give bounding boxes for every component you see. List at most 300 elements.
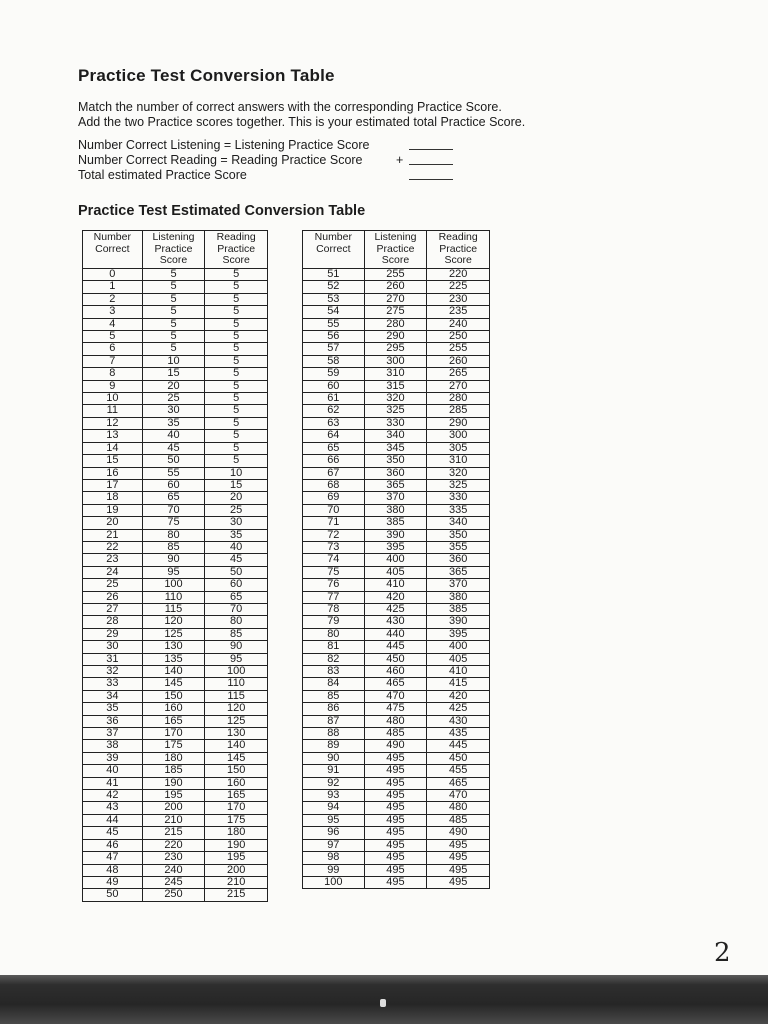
cell-number-correct: 54 xyxy=(303,306,365,318)
header-reading-score: Reading Practice Score xyxy=(427,231,490,269)
cell-number-correct: 97 xyxy=(303,839,365,851)
cell-number-correct: 99 xyxy=(303,864,365,876)
cell-number-correct: 51 xyxy=(303,269,365,281)
cell-number-correct: 13 xyxy=(83,430,143,442)
total-blank xyxy=(409,179,453,180)
table-row xyxy=(83,566,268,578)
cell-reading-score: 80 xyxy=(205,616,268,628)
page-title: Practice Test Conversion Table xyxy=(78,66,335,85)
cell-listening-score: 460 xyxy=(364,666,427,678)
cell-reading-score: 190 xyxy=(205,839,268,851)
cell-reading-score: 5 xyxy=(205,380,268,392)
cell-number-correct: 64 xyxy=(303,430,365,442)
cell-reading-score: 250 xyxy=(427,331,490,343)
cell-listening-score: 450 xyxy=(364,653,427,665)
cell-reading-score: 265 xyxy=(427,368,490,380)
plus-sign: + xyxy=(396,153,404,167)
table-row xyxy=(303,529,490,541)
cell-reading-score: 495 xyxy=(427,839,490,851)
cell-reading-score: 240 xyxy=(427,318,490,330)
cell-listening-score: 495 xyxy=(364,864,427,876)
cell-reading-score: 485 xyxy=(427,814,490,826)
cell-reading-score: 285 xyxy=(427,405,490,417)
table-row xyxy=(83,504,268,516)
cell-listening-score: 495 xyxy=(364,827,427,839)
cell-listening-score: 5 xyxy=(142,281,205,293)
cell-number-correct: 89 xyxy=(303,740,365,752)
cell-listening-score: 25 xyxy=(142,393,205,405)
cell-reading-score: 50 xyxy=(205,566,268,578)
table-row xyxy=(303,430,490,442)
cell-reading-score: 465 xyxy=(427,777,490,789)
cell-listening-score: 290 xyxy=(364,331,427,343)
cell-number-correct: 46 xyxy=(83,839,143,851)
cell-reading-score: 5 xyxy=(205,442,268,454)
cell-reading-score: 310 xyxy=(427,455,490,467)
cell-listening-score: 410 xyxy=(364,579,427,591)
cell-reading-score: 10 xyxy=(205,467,268,479)
cell-reading-score: 5 xyxy=(205,417,268,429)
header-reading-score: Reading Practice Score xyxy=(205,231,268,269)
table-row xyxy=(303,591,490,603)
cell-reading-score: 110 xyxy=(205,678,268,690)
cell-listening-score: 490 xyxy=(364,740,427,752)
table-row xyxy=(303,380,490,392)
cell-number-correct: 77 xyxy=(303,591,365,603)
cell-number-correct: 63 xyxy=(303,417,365,429)
table-row xyxy=(83,603,268,615)
cell-number-correct: 61 xyxy=(303,393,365,405)
table-row xyxy=(303,331,490,343)
cell-reading-score: 180 xyxy=(205,827,268,839)
instructions xyxy=(78,100,525,130)
cell-number-correct: 25 xyxy=(83,579,143,591)
table-row xyxy=(83,318,268,330)
table-row xyxy=(303,703,490,715)
table-row xyxy=(303,765,490,777)
cell-number-correct: 27 xyxy=(83,603,143,615)
cell-reading-score: 300 xyxy=(427,430,490,442)
cell-reading-score: 5 xyxy=(205,368,268,380)
table-row xyxy=(303,777,490,789)
cell-number-correct: 96 xyxy=(303,827,365,839)
table-row xyxy=(83,802,268,814)
cell-reading-score: 305 xyxy=(427,442,490,454)
table-row xyxy=(83,752,268,764)
formula-listening-text: Number Correct Listening = Listening Practice Score xyxy=(78,138,370,152)
cell-number-correct: 73 xyxy=(303,541,365,553)
cell-number-correct: 87 xyxy=(303,715,365,727)
table-title: Practice Test Estimated Conversion Table xyxy=(78,203,366,219)
cell-number-correct: 19 xyxy=(83,504,143,516)
cell-reading-score: 5 xyxy=(205,281,268,293)
cell-number-correct: 75 xyxy=(303,566,365,578)
table-row xyxy=(303,715,490,727)
table-row xyxy=(303,839,490,851)
cell-reading-score: 140 xyxy=(205,740,268,752)
cell-reading-score: 115 xyxy=(205,690,268,702)
table-row xyxy=(83,703,268,715)
cell-listening-score: 230 xyxy=(142,852,205,864)
cell-number-correct: 60 xyxy=(303,380,365,392)
table-row xyxy=(83,293,268,305)
cell-listening-score: 430 xyxy=(364,616,427,628)
cell-number-correct: 11 xyxy=(83,405,143,417)
cell-reading-score: 170 xyxy=(205,802,268,814)
table-row xyxy=(303,790,490,802)
cell-listening-score: 150 xyxy=(142,690,205,702)
cell-number-correct: 55 xyxy=(303,318,365,330)
cell-listening-score: 325 xyxy=(364,405,427,417)
cell-number-correct: 74 xyxy=(303,554,365,566)
cell-listening-score: 40 xyxy=(142,430,205,442)
table-row xyxy=(303,566,490,578)
cell-number-correct: 0 xyxy=(83,269,143,281)
cell-reading-score: 360 xyxy=(427,554,490,566)
cell-listening-score: 360 xyxy=(364,467,427,479)
table-row xyxy=(83,405,268,417)
cell-listening-score: 390 xyxy=(364,529,427,541)
cell-listening-score: 255 xyxy=(364,269,427,281)
cell-reading-score: 255 xyxy=(427,343,490,355)
cell-number-correct: 29 xyxy=(83,628,143,640)
cell-number-correct: 32 xyxy=(83,666,143,678)
cell-reading-score: 25 xyxy=(205,504,268,516)
cell-reading-score: 130 xyxy=(205,728,268,740)
cell-number-correct: 68 xyxy=(303,479,365,491)
cell-listening-score: 370 xyxy=(364,492,427,504)
cell-number-correct: 17 xyxy=(83,479,143,491)
cell-number-correct: 70 xyxy=(303,504,365,516)
cell-reading-score: 385 xyxy=(427,603,490,615)
cell-reading-score: 30 xyxy=(205,517,268,529)
cell-listening-score: 300 xyxy=(364,355,427,367)
cell-number-correct: 9 xyxy=(83,380,143,392)
cell-number-correct: 42 xyxy=(83,790,143,802)
cell-reading-score: 5 xyxy=(205,318,268,330)
cell-number-correct: 37 xyxy=(83,728,143,740)
cell-number-correct: 45 xyxy=(83,827,143,839)
table-row xyxy=(83,839,268,851)
cell-reading-score: 35 xyxy=(205,529,268,541)
table-row xyxy=(303,802,490,814)
cell-reading-score: 160 xyxy=(205,777,268,789)
table-row xyxy=(83,517,268,529)
cell-number-correct: 56 xyxy=(303,331,365,343)
cell-listening-score: 85 xyxy=(142,541,205,553)
table-row xyxy=(83,442,268,454)
cell-reading-score: 175 xyxy=(205,814,268,826)
table-row xyxy=(83,579,268,591)
table-row xyxy=(83,479,268,491)
cell-number-correct: 22 xyxy=(83,541,143,553)
cell-reading-score: 220 xyxy=(427,269,490,281)
cell-number-correct: 35 xyxy=(83,703,143,715)
cell-reading-score: 165 xyxy=(205,790,268,802)
cell-listening-score: 495 xyxy=(364,852,427,864)
cell-listening-score: 125 xyxy=(142,628,205,640)
table-row xyxy=(303,814,490,826)
cell-listening-score: 485 xyxy=(364,728,427,740)
table-row xyxy=(303,281,490,293)
cell-listening-score: 195 xyxy=(142,790,205,802)
cell-listening-score: 220 xyxy=(142,839,205,851)
table-row xyxy=(83,765,268,777)
cell-listening-score: 50 xyxy=(142,455,205,467)
cell-reading-score: 290 xyxy=(427,417,490,429)
table-row xyxy=(83,814,268,826)
cell-number-correct: 43 xyxy=(83,802,143,814)
cell-listening-score: 330 xyxy=(364,417,427,429)
table-row xyxy=(83,889,268,901)
table-row xyxy=(83,628,268,640)
cell-listening-score: 495 xyxy=(364,802,427,814)
table-row xyxy=(303,740,490,752)
cell-listening-score: 200 xyxy=(142,802,205,814)
listening-blank xyxy=(409,149,453,150)
formula-row-listening xyxy=(78,138,458,153)
table-row xyxy=(83,455,268,467)
cell-listening-score: 70 xyxy=(142,504,205,516)
table-row xyxy=(83,269,268,281)
cell-listening-score: 245 xyxy=(142,876,205,888)
cell-number-correct: 28 xyxy=(83,616,143,628)
cell-listening-score: 345 xyxy=(364,442,427,454)
conversion-table-left xyxy=(82,230,268,902)
cell-listening-score: 160 xyxy=(142,703,205,715)
table-row xyxy=(83,666,268,678)
cell-listening-score: 210 xyxy=(142,814,205,826)
table-row xyxy=(83,541,268,553)
table-row xyxy=(303,579,490,591)
cell-number-correct: 92 xyxy=(303,777,365,789)
cell-number-correct: 80 xyxy=(303,628,365,640)
cell-number-correct: 4 xyxy=(83,318,143,330)
cell-number-correct: 34 xyxy=(83,690,143,702)
cell-reading-score: 5 xyxy=(205,405,268,417)
table-header-row xyxy=(83,231,268,269)
cell-number-correct: 90 xyxy=(303,752,365,764)
cell-number-correct: 5 xyxy=(83,331,143,343)
cell-reading-score: 430 xyxy=(427,715,490,727)
table-row xyxy=(303,653,490,665)
cell-number-correct: 36 xyxy=(83,715,143,727)
cell-listening-score: 115 xyxy=(142,603,205,615)
cell-listening-score: 180 xyxy=(142,752,205,764)
table-row xyxy=(303,827,490,839)
cell-reading-score: 5 xyxy=(205,269,268,281)
cell-reading-score: 230 xyxy=(427,293,490,305)
table-row xyxy=(83,864,268,876)
table-row xyxy=(83,393,268,405)
cell-number-correct: 91 xyxy=(303,765,365,777)
table-row xyxy=(83,281,268,293)
cell-listening-score: 120 xyxy=(142,616,205,628)
table-row xyxy=(303,603,490,615)
cell-reading-score: 5 xyxy=(205,355,268,367)
table-row xyxy=(83,740,268,752)
table-row xyxy=(303,678,490,690)
cell-number-correct: 38 xyxy=(83,740,143,752)
cell-listening-score: 165 xyxy=(142,715,205,727)
cell-number-correct: 7 xyxy=(83,355,143,367)
instruction-line: Add the two Practice scores together. This is your estimated total Practice Score. xyxy=(78,115,526,129)
cell-reading-score: 370 xyxy=(427,579,490,591)
cell-number-correct: 44 xyxy=(83,814,143,826)
table-row xyxy=(303,368,490,380)
cell-number-correct: 78 xyxy=(303,603,365,615)
table-row xyxy=(83,715,268,727)
cell-number-correct: 39 xyxy=(83,752,143,764)
cell-listening-score: 5 xyxy=(142,343,205,355)
cell-reading-score: 340 xyxy=(427,517,490,529)
cell-reading-score: 15 xyxy=(205,479,268,491)
cell-number-correct: 33 xyxy=(83,678,143,690)
cell-reading-score: 435 xyxy=(427,728,490,740)
formula-row-reading xyxy=(78,153,458,168)
cell-reading-score: 120 xyxy=(205,703,268,715)
cell-reading-score: 405 xyxy=(427,653,490,665)
cell-listening-score: 20 xyxy=(142,380,205,392)
table-row xyxy=(83,380,268,392)
cell-listening-score: 5 xyxy=(142,293,205,305)
table-row xyxy=(303,517,490,529)
cell-reading-score: 495 xyxy=(427,864,490,876)
table-row xyxy=(303,455,490,467)
cell-listening-score: 495 xyxy=(364,777,427,789)
header-listening-score: Listening Practice Score xyxy=(142,231,205,269)
cell-listening-score: 110 xyxy=(142,591,205,603)
table-row xyxy=(303,269,490,281)
cell-listening-score: 420 xyxy=(364,591,427,603)
cell-listening-score: 250 xyxy=(142,889,205,901)
cell-listening-score: 10 xyxy=(142,355,205,367)
cell-number-correct: 10 xyxy=(83,393,143,405)
cell-number-correct: 94 xyxy=(303,802,365,814)
cell-listening-score: 495 xyxy=(364,790,427,802)
cell-reading-score: 445 xyxy=(427,740,490,752)
cell-number-correct: 12 xyxy=(83,417,143,429)
cell-number-correct: 82 xyxy=(303,653,365,665)
cell-number-correct: 1 xyxy=(83,281,143,293)
cell-reading-score: 225 xyxy=(427,281,490,293)
cell-reading-score: 395 xyxy=(427,628,490,640)
cell-reading-score: 60 xyxy=(205,579,268,591)
cell-number-correct: 76 xyxy=(303,579,365,591)
table-row xyxy=(303,393,490,405)
cell-number-correct: 14 xyxy=(83,442,143,454)
table-row xyxy=(83,728,268,740)
table-row xyxy=(83,529,268,541)
table-row xyxy=(83,554,268,566)
cell-listening-score: 340 xyxy=(364,430,427,442)
formula-row-total xyxy=(78,168,458,183)
cell-reading-score: 195 xyxy=(205,852,268,864)
cell-reading-score: 325 xyxy=(427,479,490,491)
cell-listening-score: 425 xyxy=(364,603,427,615)
cell-reading-score: 125 xyxy=(205,715,268,727)
cell-listening-score: 5 xyxy=(142,306,205,318)
header-number-correct: Number Correct xyxy=(83,231,143,269)
scan-speck xyxy=(380,999,386,1007)
cell-reading-score: 390 xyxy=(427,616,490,628)
cell-number-correct: 47 xyxy=(83,852,143,864)
cell-number-correct: 3 xyxy=(83,306,143,318)
cell-listening-score: 240 xyxy=(142,864,205,876)
cell-number-correct: 58 xyxy=(303,355,365,367)
cell-number-correct: 21 xyxy=(83,529,143,541)
table-row xyxy=(83,616,268,628)
cell-listening-score: 270 xyxy=(364,293,427,305)
table-row xyxy=(83,430,268,442)
cell-reading-score: 320 xyxy=(427,467,490,479)
cell-number-correct: 2 xyxy=(83,293,143,305)
cell-number-correct: 8 xyxy=(83,368,143,380)
cell-number-correct: 49 xyxy=(83,876,143,888)
table-row xyxy=(83,790,268,802)
cell-listening-score: 95 xyxy=(142,566,205,578)
formula-total-text: Total estimated Practice Score xyxy=(78,168,247,182)
table-row xyxy=(303,728,490,740)
cell-number-correct: 88 xyxy=(303,728,365,740)
cell-reading-score: 330 xyxy=(427,492,490,504)
cell-reading-score: 5 xyxy=(205,343,268,355)
cell-listening-score: 190 xyxy=(142,777,205,789)
table-row xyxy=(83,827,268,839)
cell-listening-score: 60 xyxy=(142,479,205,491)
table-row xyxy=(83,417,268,429)
cell-number-correct: 85 xyxy=(303,690,365,702)
header-listening-score: Listening Practice Score xyxy=(364,231,427,269)
cell-reading-score: 495 xyxy=(427,876,490,888)
table-row xyxy=(303,641,490,653)
table-row xyxy=(303,504,490,516)
cell-listening-score: 185 xyxy=(142,765,205,777)
cell-number-correct: 24 xyxy=(83,566,143,578)
cell-reading-score: 350 xyxy=(427,529,490,541)
cell-reading-score: 5 xyxy=(205,430,268,442)
cell-number-correct: 52 xyxy=(303,281,365,293)
cell-reading-score: 365 xyxy=(427,566,490,578)
cell-number-correct: 86 xyxy=(303,703,365,715)
table-header-row xyxy=(303,231,490,269)
cell-listening-score: 5 xyxy=(142,269,205,281)
cell-reading-score: 355 xyxy=(427,541,490,553)
cell-number-correct: 59 xyxy=(303,368,365,380)
table-row xyxy=(83,306,268,318)
cell-number-correct: 16 xyxy=(83,467,143,479)
cell-listening-score: 495 xyxy=(364,752,427,764)
cell-listening-score: 15 xyxy=(142,368,205,380)
cell-reading-score: 425 xyxy=(427,703,490,715)
cell-number-correct: 26 xyxy=(83,591,143,603)
cell-listening-score: 385 xyxy=(364,517,427,529)
table-row xyxy=(83,492,268,504)
cell-reading-score: 495 xyxy=(427,852,490,864)
table-row xyxy=(303,541,490,553)
cell-reading-score: 40 xyxy=(205,541,268,553)
table-row xyxy=(303,405,490,417)
cell-number-correct: 53 xyxy=(303,293,365,305)
cell-listening-score: 80 xyxy=(142,529,205,541)
table-row xyxy=(83,653,268,665)
cell-listening-score: 55 xyxy=(142,467,205,479)
cell-reading-score: 5 xyxy=(205,455,268,467)
cell-listening-score: 75 xyxy=(142,517,205,529)
cell-number-correct: 81 xyxy=(303,641,365,653)
cell-reading-score: 65 xyxy=(205,591,268,603)
cell-listening-score: 400 xyxy=(364,554,427,566)
